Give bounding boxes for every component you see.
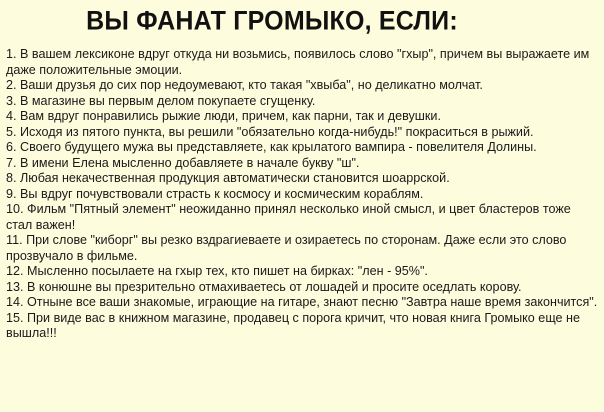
list-item: 9. Вы вдруг почувствовали страсть к космосу и космическим кораблям. (6, 186, 424, 201)
list-item: 1. В вашем лексиконе вдруг откуда ни возьмись, появилось слово "гхыр", причем вы выражаете им даже положительные эмоции. (6, 47, 590, 77)
list-item: 3. В магазине вы первым делом покупаете сгущенку. (6, 93, 316, 108)
list-item: 10. Фильм "Пятный элемент" неожиданно принял несколько иной смысл, и цвет бластеров тоже стал важен! (6, 202, 571, 232)
list-item: 7. В имени Елена мысленно добавляете в начале букву "ш". (6, 155, 360, 170)
list-item: 4. Вам вдруг понравились рыжие люди, причем, как парни, так и девушки. (6, 109, 441, 123)
list-item: 15. При виде вас в книжном магазине, продавец с порога кричит, что новая книга Громыко еще не вышла!!! (6, 310, 580, 340)
fan-signs-list (6, 47, 600, 342)
list-item: 2. Ваши друзья до сих пор недоумевают, кто такая "хвыба", но деликатно молчат. (6, 78, 483, 92)
list-item: 12. Мысленно посылаете на гхыр тех, кто пишет на бирках: "лен - 95%". (6, 264, 428, 278)
list-item: 13. В конюшне вы презрительно отмахиваетесь от лошадей и просите оседлать корову. (6, 279, 522, 294)
page-title-text: ВЫ ФАНАТ ГРОМЫКО, ЕСЛИ: (86, 5, 458, 37)
list-item: 6. Своего будущего мужа вы представляете, как крылатого вампира - повелителя Долины. (6, 140, 537, 154)
list-item: 8. Любая некачественная продукция автоматически становится шоаррской. (6, 171, 450, 185)
list-item: 5. Исходя из пятого пункта, вы решили "обязательно когда-нибудь!" покраситься в рыжий. (6, 124, 534, 139)
list-item: 11. При слове "киборг" вы резко вздрагиеваете и озираетесь по сторонам. Даже если это слово прозвучало в фильме. (6, 233, 567, 263)
page-title (0, 6, 604, 36)
list-item: 14. Отныне все ваши знакомые, играющие на гитаре, знают песню "Завтра наше время закончится". (6, 295, 598, 309)
